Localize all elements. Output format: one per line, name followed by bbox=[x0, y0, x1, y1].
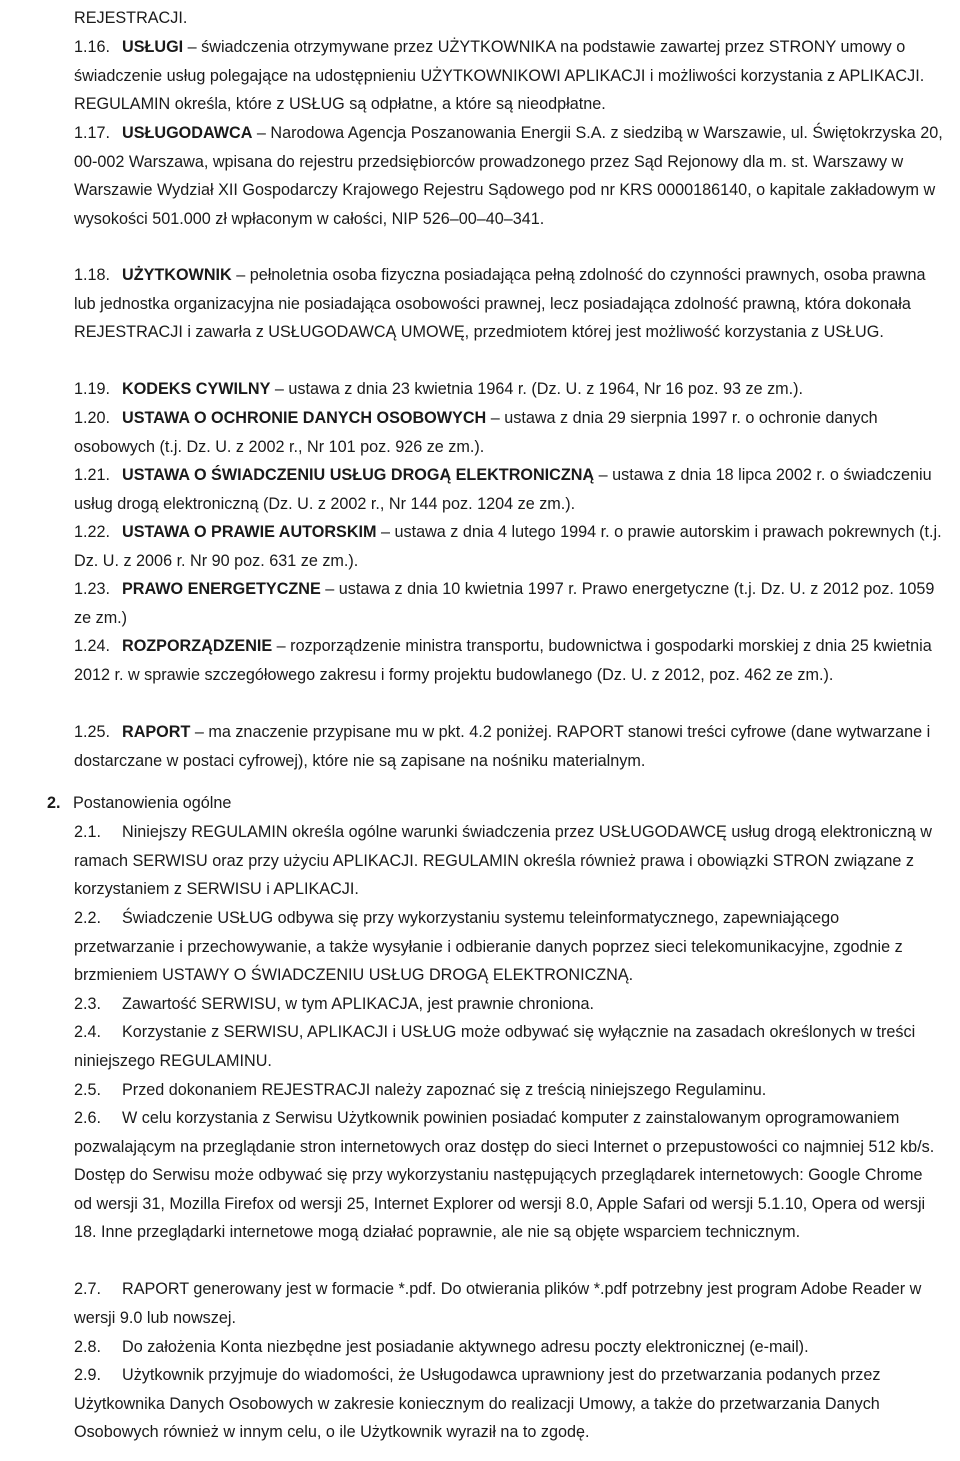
definition-1-19 bbox=[74, 375, 944, 404]
clause-number: 2.1. bbox=[74, 823, 102, 841]
definition-text: – ustawa z dnia 23 kwietnia 1964 r. (Dz. U. z 1964, Nr 16 poz. 93 ze zm.). bbox=[270, 380, 804, 398]
definition-text: – ustawa z dnia 29 sierpnia 1997 r. o ochronie danych osobowych (t.j. Dz. U. z 2002 r., Nr 101 poz. 926 ze zm.). bbox=[74, 409, 878, 456]
definition-number: 1.19. bbox=[74, 380, 111, 398]
definition-term: UŻYTKOWNIK bbox=[122, 266, 232, 284]
definition-text: – Narodowa Agencja Poszanowania Energii S.A. z siedzibą w Warszawie, ul. Świętokrzyska 20, 00-002 Warszawa, wpisana do rejestru przedsiębiorców prowadzonego przez Sąd Rejonowy dla m. st. Warszawy w Warszawie Wydział XII Gospodarczy Krajowego Rejestru Sądowego pod nr KRS 0000186140, o kapitale zakładowym w wysokości 501.000 zł wpłaconym w całości, NIP 526–00–40–341. bbox=[74, 124, 943, 228]
definition-text: – świadczenia otrzymywane przez UŻYTKOWNIKA na podstawie zawartej przez STRONY umowy o świadczenie usług polegające na udostępnieniu UŻYTKOWNIKOWI APLIKACJI i możliwości korzystania z APLIKACJI. REGULAMIN określa, które z USŁUG są odpłatne, a które są nieodpłatne. bbox=[74, 38, 925, 114]
definition-number: 1.23. bbox=[74, 580, 111, 598]
definition-term: USTAWA O OCHRONIE DANYCH OSOBOWYCH bbox=[122, 409, 487, 427]
definition-1-23 bbox=[74, 575, 944, 632]
definition-term: RAPORT bbox=[122, 723, 191, 741]
definition-1-21 bbox=[74, 461, 944, 518]
clause-2-9 bbox=[74, 1361, 944, 1447]
definition-1-16 bbox=[74, 33, 944, 119]
definition-term: USTAWA O PRAWIE AUTORSKIM bbox=[122, 523, 377, 541]
clause-2-4 bbox=[74, 1018, 944, 1075]
definition-1-17 bbox=[74, 119, 944, 233]
clause-2-8 bbox=[74, 1333, 944, 1362]
clause-text: Zawartość SERWISU, w tym APLIKACJA, jest prawnie chroniona. bbox=[122, 995, 595, 1013]
definition-number: 1.16. bbox=[74, 38, 111, 56]
definition-term: ROZPORZĄDZENIE bbox=[122, 637, 273, 655]
clause-number: 2.6. bbox=[74, 1109, 102, 1127]
definition-number: 1.20. bbox=[74, 409, 111, 427]
definition-1-25 bbox=[74, 718, 944, 775]
clause-text: Do założenia Konta niezbędne jest posiadanie aktywnego adresu poczty elektronicznej (e-mail). bbox=[122, 1338, 809, 1356]
definition-number: 1.25. bbox=[74, 723, 111, 741]
clause-2-5 bbox=[74, 1076, 944, 1105]
definition-number: 1.17. bbox=[74, 124, 111, 142]
definition-1-24 bbox=[74, 632, 944, 689]
clause-text: Użytkownik przyjmuje do wiadomości, że Usługodawca uprawniony jest do przetwarzania podanych przez Użytkownika Danych Osobowych w zakresie koniecznym do realizacji Umowy, a także do przetwarzania Danych Osobowych również w innym celu, o ile Użytkownik wyraził na to zgodę. bbox=[74, 1366, 881, 1442]
definition-term: USŁUGI bbox=[122, 38, 184, 56]
section-title: Postanowienia ogólne bbox=[73, 794, 232, 812]
definition-number: 1.21. bbox=[74, 466, 111, 484]
continuation-line: REJESTRACJI. bbox=[74, 9, 188, 27]
definition-1-20 bbox=[74, 404, 944, 461]
definition-term: PRAWO ENERGETYCZNE bbox=[122, 580, 321, 598]
clause-number: 2.4. bbox=[74, 1023, 102, 1041]
definition-text: – pełnoletnia osoba fizyczna posiadająca pełną zdolność do czynności prawnych, osoba prawna lub jednostka organizacyjna nie posiadająca osobowości prawnej, lecz posiadająca zdolność prawną, która dokonała REJESTRACJI i zawarła z USŁUGODAWCĄ UMOWĘ, przedmiotem której jest możliwość korzystania z USŁUG. bbox=[74, 266, 926, 342]
clause-text: Przed dokonaniem REJESTRACJI należy zapoznać się z treścią niniejszego Regulaminu. bbox=[122, 1081, 767, 1099]
clause-number: 2.3. bbox=[74, 995, 102, 1013]
clause-2-6 bbox=[74, 1104, 944, 1247]
clause-text: Świadczenie USŁUG odbywa się przy wykorzystaniu systemu teleinformatycznego, zapewniającego przetwarzanie i przechowywanie, a także wysyłanie i odbieranie danych poprzez sieci telekomunikacyjne, zgodnie z brzmieniem USTAWY O ŚWIADCZENIU USŁUG DROGĄ ELEKTRONICZNĄ. bbox=[74, 909, 903, 985]
clause-2-7 bbox=[74, 1275, 944, 1332]
definition-1-22 bbox=[74, 518, 944, 575]
definition-text: – rozporządzenie ministra transportu, budownictwa i gospodarki morskiej z dnia 25 kwietnia 2012 r. w sprawie szczegółowego zakresu i formy projektu budowlanego (Dz. U. z 2012, poz. 462 ze zm.). bbox=[74, 637, 932, 684]
definition-text: – ustawa z dnia 18 lipca 2002 r. o świadczeniu usług drogą elektroniczną (Dz. U. z 2002 r., Nr 144 poz. 1204 ze zm.). bbox=[74, 466, 932, 513]
section-number: 2. bbox=[47, 794, 61, 812]
clause-2-1 bbox=[74, 818, 944, 904]
definition-text: – ustawa z dnia 4 lutego 1994 r. o prawie autorskim i prawach pokrewnych (t.j. Dz. U. z 2006 r. Nr 90 poz. 631 ze zm.). bbox=[74, 523, 942, 570]
definition-text: – ma znaczenie przypisane mu w pkt. 4.2 poniżej. RAPORT stanowi treści cyfrowe (dane wytwarzane i dostarczane w postaci cyfrowej), które nie są zapisane na nośniku materialnym. bbox=[74, 723, 931, 770]
clause-number: 2.7. bbox=[74, 1280, 102, 1298]
definition-term: USŁUGODAWCA bbox=[122, 124, 253, 142]
clause-2-2 bbox=[74, 904, 944, 990]
definition-number: 1.22. bbox=[74, 523, 111, 541]
definition-number: 1.18. bbox=[74, 266, 111, 284]
clause-2-3 bbox=[74, 990, 944, 1019]
clause-text: W celu korzystania z Serwisu Użytkownik powinien posiadać komputer z zainstalowanym oprogramowaniem pozwalającym na przeglądanie stron internetowych oraz dostęp do sieci Internet o przepustowości co najmniej 512 kb/s. Dostęp do Serwisu może odbywać się przy wykorzystaniu następujących przeglądarek internetowych: Google Chrome od wersji 31, Mozilla Firefox od wersji 25, Internet Explorer od wersji 8.0, Apple Safari od wersji 5.1.10, Opera od wersji 18. Inne przeglądarki internetowe mogą działać poprawnie, ale nie są objęte wsparciem technicznym. bbox=[74, 1109, 935, 1242]
definition-term: KODEKS CYWILNY bbox=[122, 380, 271, 398]
definition-number: 1.24. bbox=[74, 637, 111, 655]
section-heading bbox=[47, 789, 937, 818]
definition-term: USTAWA O ŚWIADCZENIU USŁUG DROGĄ ELEKTRONICZNĄ bbox=[122, 466, 595, 484]
clause-number: 2.9. bbox=[74, 1366, 102, 1384]
clause-text: RAPORT generowany jest w formacie *.pdf. Do otwierania plików *.pdf potrzebny jest program Adobe Reader w wersji 9.0 lub nowszej. bbox=[74, 1280, 922, 1327]
clause-text: Niniejszy REGULAMIN określa ogólne warunki świadczenia przez USŁUGODAWCĘ usług drogą elektroniczną w ramach SERWISU oraz przy użyciu APLIKACJI. REGULAMIN określa również prawa i obowiązki STRON związane z korzystaniem z SERWISU i APLIKACJI. bbox=[74, 823, 932, 899]
clause-number: 2.5. bbox=[74, 1081, 102, 1099]
clause-text: Korzystanie z SERWISU, APLIKACJI i USŁUG może odbywać się wyłącznie na zasadach określonych w treści niniejszego REGULAMINU. bbox=[74, 1023, 916, 1070]
clause-number: 2.2. bbox=[74, 909, 102, 927]
clause-number: 2.8. bbox=[74, 1338, 102, 1356]
definition-text: – ustawa z dnia 10 kwietnia 1997 r. Prawo energetyczne (t.j. Dz. U. z 2012 poz. 1059 ze zm.) bbox=[74, 580, 935, 627]
definition-1-18 bbox=[74, 261, 944, 347]
